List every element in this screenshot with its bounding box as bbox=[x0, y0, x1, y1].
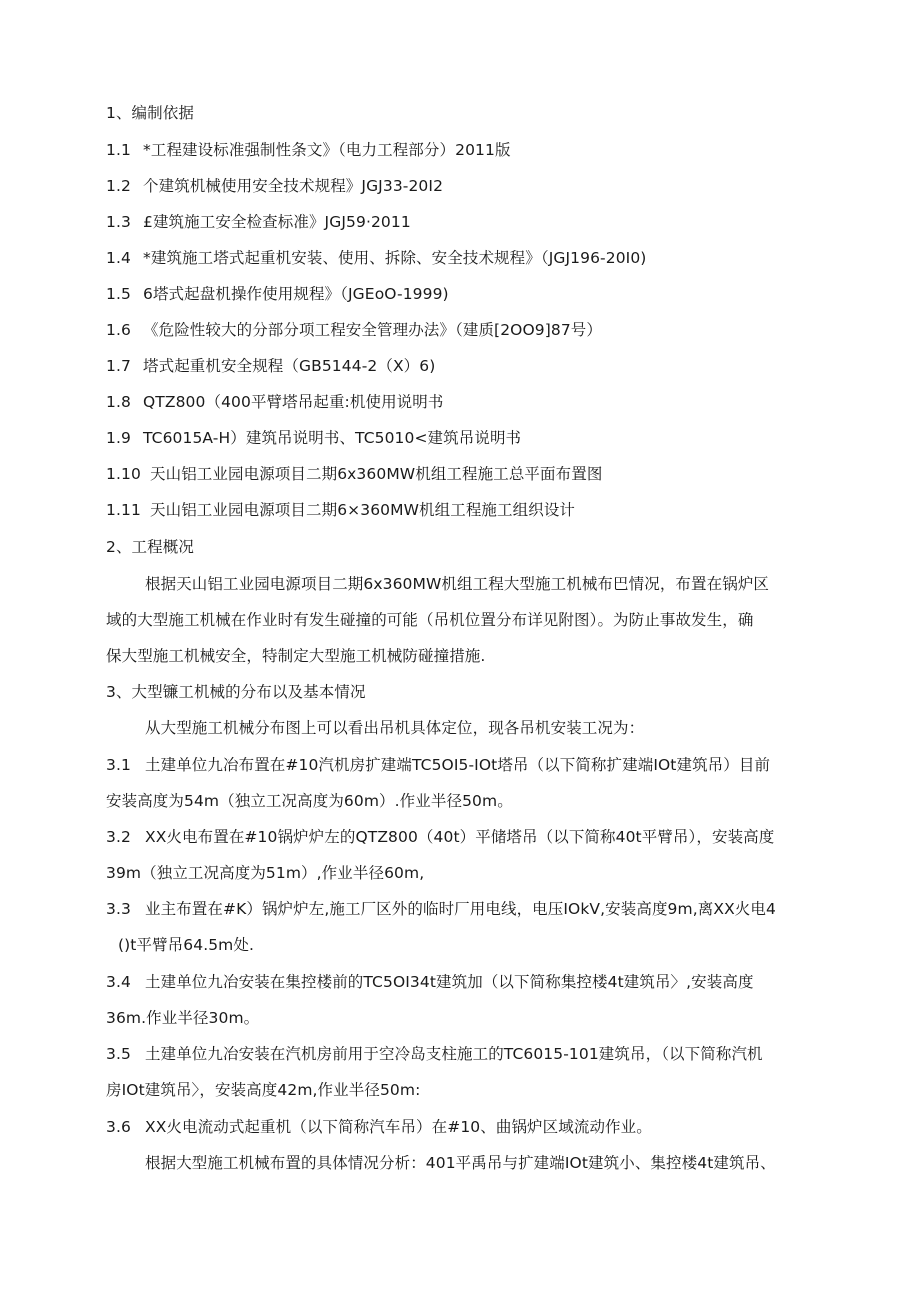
section-3-heading: 3、大型镰工机械的分布以及基本情况 bbox=[106, 683, 366, 701]
item-text-continued: 39m（独立工况高度为51m）,作业半径60m, bbox=[106, 864, 425, 882]
section-2-heading: 2、工程概况 bbox=[106, 538, 194, 556]
item-text-continued: 36m.作业半径30m。 bbox=[106, 1009, 260, 1027]
item-text-continued: ()t平臂吊64.5m处. bbox=[118, 936, 255, 954]
item-number: 1.9 bbox=[106, 429, 131, 447]
item-text: 业主布置在#K）锅炉炉左,施工厂区外的临时厂用电线，电压IOkV,安装高度9m,离XX火电4 bbox=[145, 900, 776, 918]
item-number: 3.1 bbox=[106, 756, 131, 774]
item-text: *工程建设标准强制性条文》（电力工程部分）2011版 bbox=[143, 141, 511, 159]
item-number: 3.5 bbox=[106, 1045, 131, 1063]
item-text: £建筑施工安全检查标准》JGJ59·2011 bbox=[143, 213, 411, 231]
item-text: 个建筑机械使用安全技术规程》JGJ33-20I2 bbox=[143, 177, 444, 195]
item-text: 土建单位九冶布置在#10汽机房扩建端TC5OI5-IOt塔吊（以下简称扩建端IOt建筑吊）目前 bbox=[145, 756, 771, 774]
item-number: 1.11 bbox=[106, 501, 141, 519]
section-1-heading: 1、编制依据 bbox=[106, 104, 194, 122]
item-text: TC6015A-H）建筑吊说明书、TC5010<建筑吊说明书 bbox=[143, 429, 522, 447]
item-text: QTZ800（400平臂塔吊起重:机使用说明书 bbox=[143, 393, 444, 411]
item-text: 天山铝工业园电源项目二期6x360MW机组工程施工总平面布置图 bbox=[150, 465, 603, 483]
item-text-continued: 安装高度为54m（独立工况高度为60m）.作业半径50m。 bbox=[106, 792, 513, 810]
item-number: 1.2 bbox=[106, 177, 131, 195]
item-number: 1.8 bbox=[106, 393, 131, 411]
item-text: 土建单位九冶安装在汽机房前用于空冷岛支柱施工的TC6015-101建筑吊，（以下简称汽机 bbox=[145, 1045, 763, 1063]
item-text: 6塔式起盘机操作使用规程》（JGEoO-1999) bbox=[143, 285, 449, 303]
item-text: XX火电布置在#10锅炉炉左的QTZ800（40t）平储塔吊（以下简称40t平臂吊），安装高度 bbox=[145, 828, 775, 846]
item-number: 1.3 bbox=[106, 213, 131, 231]
item-text: XX火电流动式起重机（以下简称汽车吊）在#10、曲锅炉区域流动作业。 bbox=[145, 1118, 652, 1136]
item-number: 1.4 bbox=[106, 249, 131, 267]
item-number: 3.2 bbox=[106, 828, 131, 846]
overview-paragraph-line: 域的大型施工机械在作业时有发生碰撞的可能（吊机位置分布详见附图）。为防止事故发生，确 bbox=[106, 611, 754, 629]
item-text: 天山铝工业园电源项目二期6×360MW机组工程施工组织设计 bbox=[150, 501, 576, 519]
overview-paragraph-line: 根据天山铝工业园电源项目二期6x360MW机组工程大型施工机械布巴情况，布置在锅炉区 bbox=[145, 575, 770, 593]
item-number: 1.1 bbox=[106, 141, 131, 159]
item-text: 《危险性较大的分部分项工程安全管理办法》（建质[2OO9]87号） bbox=[143, 321, 602, 339]
distribution-intro: 从大型施工机械分布图上可以看出吊机具体定位，现各吊机安装工况为： bbox=[145, 719, 645, 737]
item-text-continued: 房IOt建筑吊〉，安装高度42m,作业半径50m: bbox=[106, 1081, 421, 1099]
item-number: 3.6 bbox=[106, 1118, 131, 1136]
item-number: 3.4 bbox=[106, 973, 131, 991]
item-number: 3.3 bbox=[106, 900, 131, 918]
item-number: 1.6 bbox=[106, 321, 131, 339]
item-number: 1.7 bbox=[106, 357, 131, 375]
item-number: 1.5 bbox=[106, 285, 131, 303]
item-number: 1.10 bbox=[106, 465, 141, 483]
item-text: 塔式起重机安全规程（GB5144-2（X）6) bbox=[143, 357, 436, 375]
distribution-closing: 根据大型施工机械布置的具体情况分析：401平禹吊与扩建端IOt建筑小、集控楼4t建筑吊、 bbox=[145, 1154, 776, 1172]
overview-paragraph-line: 保大型施工机械安全，特制定大型施工机械防碰撞措施. bbox=[106, 647, 486, 665]
item-text: *建筑施工塔式起重机安装、使用、拆除、安全技术规程》（JGJ196-20I0) bbox=[143, 249, 647, 267]
item-text: 土建单位九冶安装在集控楼前的TC5OI34t建筑加（以下简称集控楼4t建筑吊〉,安装高度 bbox=[145, 973, 754, 991]
